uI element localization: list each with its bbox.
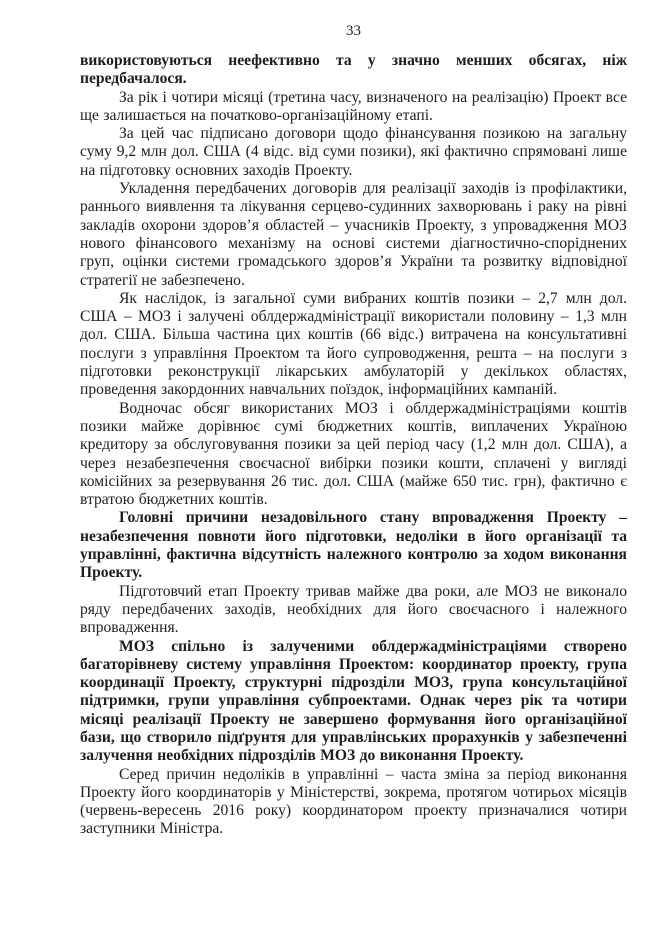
paragraph: За цей час підписано договори щодо фінансування позикою на загальну суму 9,2 млн дол. США (4 відс. від суми позики), які фактично спрямовані лише на підготовку основних заходів Проекту.: [80, 125, 627, 179]
paragraph: Серед причин недоліків в управлінні – часта зміна за період виконання Проекту його координаторів у Міністерстві, зокрема, протягом чотирьох місяців (червень-вересень 2016 року) координатором проекту призначалися чотири заступники Міністра.: [80, 765, 627, 838]
paragraph: Водночас обсяг використаних МОЗ і облдержадміністраціями коштів позики майже дорівнює сумі бюджетних коштів, виплачених Україною кредитору за обслуговування позики за цей період часу (1,2 млн дол. США), а через незабезпечення своєчасної вибірки позики кошти, сплачені у вигляді комісійних за резервування 26 тис. дол. США (майже 650 тис. грн), фактично є втратою бюджетних коштів.: [80, 399, 627, 509]
document-body: [80, 52, 627, 839]
paragraph-management-structure-bold: МОЗ спільно із залученими облдержадміністраціями створено багаторівневу систему управління Проектом: координатор проекту, група координації Проекту, структурні підрозділи МОЗ, група консультаційної підтримки, групи управління субпроектами. Однак через рік та чотири місяці реалізації Проекту не завершено формування його організаційної бази, що створило підґрунтя для управлінських прорахунків у забезпеченні залучення необхідних підрозділів МОЗ до виконання Проекту.: [80, 637, 627, 765]
paragraph: За рік і чотири місяці (третина часу, визначеного на реалізацію) Проект все ще залишається на початково-організаційному етапі.: [80, 88, 627, 124]
paragraph: Укладення передбачених договорів для реалізації заходів із профілактики, раннього виявлення та лікування серцево-судинних захворювань і раку на рівні закладів охорони здоров’я областей – учасників Проекту, з упровадження МОЗ нового фінансового механізму на основі системи діагностично-споріднених груп, оцінки системи громадського здоров’я України та розвитку відповідної стратегії не забезпечено.: [80, 180, 627, 289]
paragraph: Підготовчий етап Проекту тривав майже два роки, але МОЗ не виконало ряду передбачених заходів, необхідних для його своєчасного і належного впровадження.: [80, 582, 627, 637]
paragraph: Як наслідок, із загальної суми вибраних коштів позики – 2,7 млн дол. США – МОЗ і залучені облдержадміністрації використали половину – 1,3 млн дол. США. Більша частина цих коштів (66 відс.) витрачена на консультативні послуги з управління Проектом та його супроводження, решта – на послуги з підготовки реконструкції лікарських амбулаторій у декількох областях, проведення закордонних навчальних поїздок, інформаційних кампаній.: [80, 289, 627, 399]
paragraph-key-findings-bold: Головні причини незадовільного стану впровадження Проекту – незабезпечення повноти його підготовки, недоліки в його організації та управлінні, фактична відсутність належного контролю за ходом виконання Проекту.: [80, 509, 627, 582]
paragraph-continued-bold: використовуються неефективно та у значно менших обсягах, ніж передбачалося.: [80, 52, 627, 88]
page-number: 33: [346, 23, 361, 39]
